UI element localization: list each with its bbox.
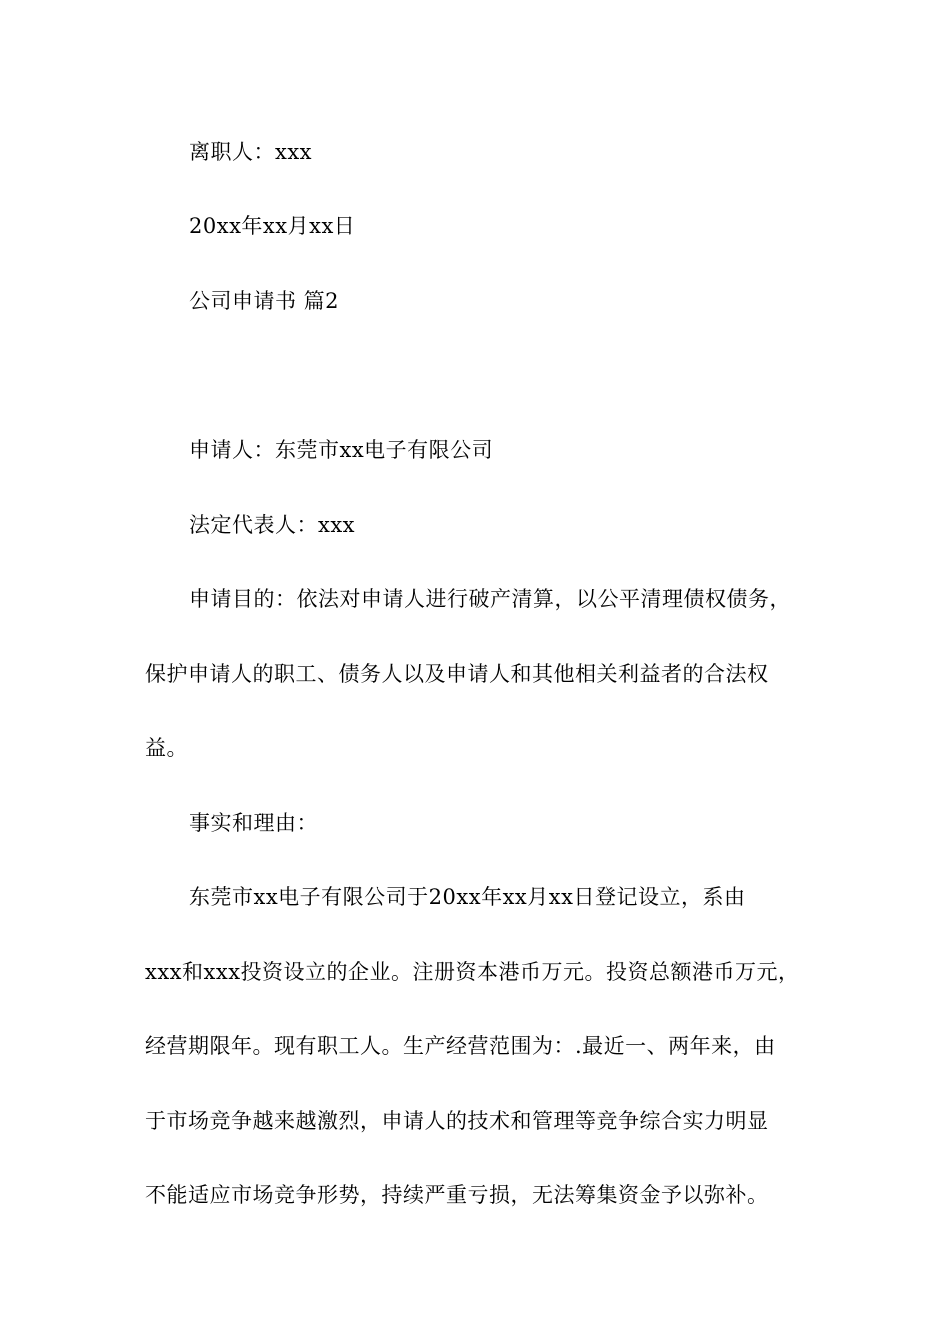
purpose-paragraph-line: 保护申请人的职工、债务人以及申请人和其他相关利益者的合法权 [145,662,769,686]
resignee-line: 离职人：xxx [189,140,313,164]
facts-heading: 事实和理由： [189,811,318,835]
facts-paragraph-line: xxx和xxx投资设立的企业。注册资本港币万元。投资总额港币万元， [145,960,800,984]
purpose-paragraph-line: 申请目的：依法对申请人进行破产清算，以公平清理债权债务， [189,587,791,611]
facts-paragraph-line: 不能适应市场竞争形势，持续严重亏损，无法筹集资金予以弥补。 [145,1183,769,1207]
facts-paragraph-line: 东莞市xx电子有限公司于20xx年xx月xx日登记设立，系由 [189,885,746,909]
facts-paragraph-line: 经营期限年。现有职工人。生产经营范围为：.最近一、两年来，由 [145,1034,776,1058]
purpose-paragraph-line: 益。 [145,736,188,760]
legal-representative-line: 法定代表人：xxx [189,513,356,537]
facts-paragraph-line: 于市场竞争越来越激烈，申请人的技术和管理等竞争综合实力明显 [145,1109,769,1133]
date-line: 20xx年xx月xx日 [189,214,356,238]
section-title: 公司申请书 篇2 [189,289,340,313]
applicant-line: 申请人：东莞市xx电子有限公司 [189,438,494,462]
